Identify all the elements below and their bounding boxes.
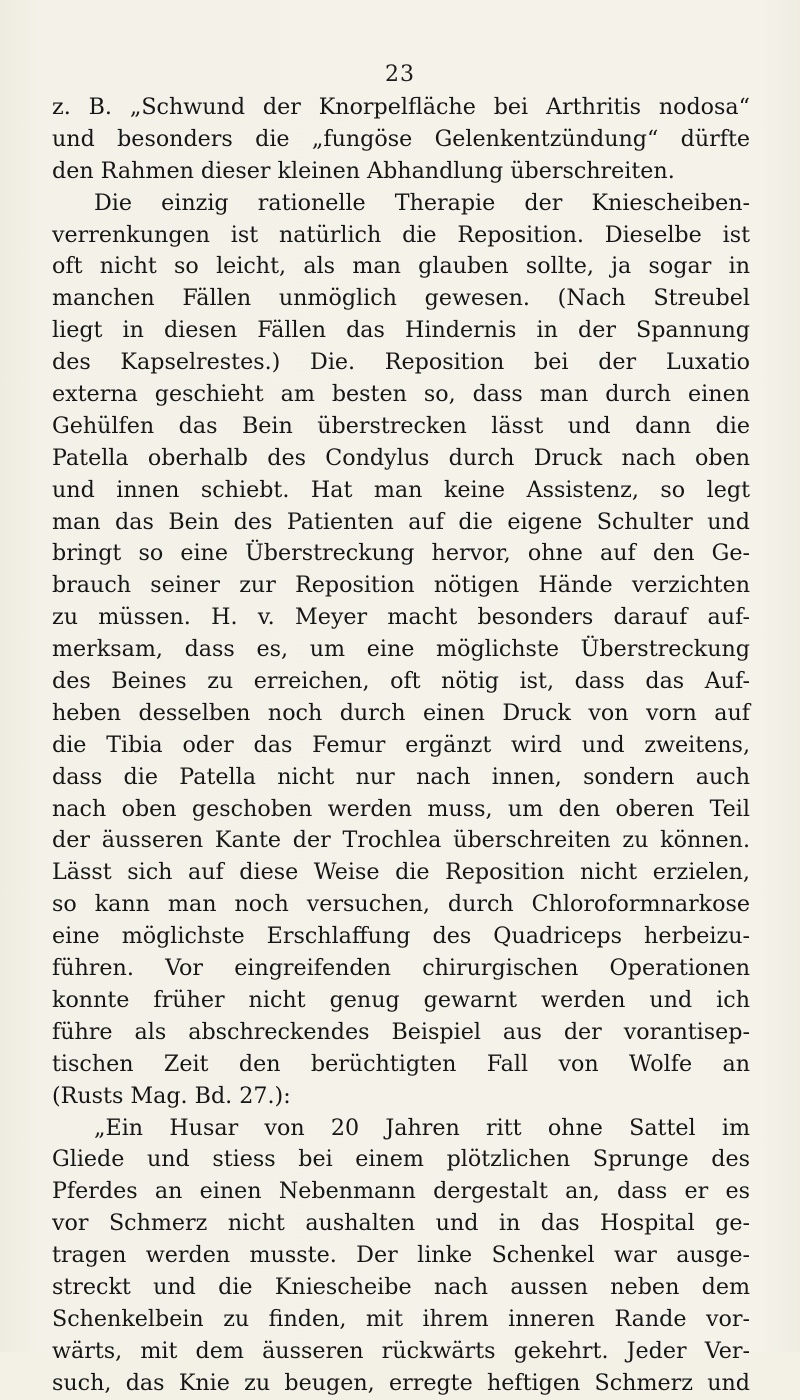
text-line: liegt in diesen Fällen das Hindernis in der Spannung bbox=[52, 317, 750, 344]
text-line: z. B. „Schwund der Knorpelfläche bei Arthritis nodosa“ bbox=[52, 94, 750, 120]
text-line: wärts, mit dem äusseren rückwärts gekehrt. Jeder Ver- bbox=[52, 1337, 750, 1364]
text-line: Gliede und stiess bei einem plötzlichen Sprunge des bbox=[52, 1146, 750, 1173]
text-line: die Tibia oder das Femur ergänzt wird und zweitens, bbox=[52, 731, 750, 758]
text-line: such, das Knie zu beugen, erregte heftigen Schmerz und bbox=[52, 1369, 750, 1396]
text-line: man das Bein des Patienten auf die eigene Schulter und bbox=[52, 508, 750, 535]
text-line: tragen werden musste. Der linke Schenkel war ausge- bbox=[52, 1242, 750, 1269]
text-line: zu müssen. H. v. Meyer macht besonders darauf auf- bbox=[52, 604, 750, 631]
text-line: den Rahmen dieser kleinen Abhandlung überschreiten. bbox=[52, 157, 675, 184]
text-line: der äusseren Kante der Trochlea überschreiten zu können. bbox=[52, 827, 750, 854]
text-line: Patella oberhalb des Condylus durch Druck nach oben bbox=[52, 444, 750, 471]
text-line: konnte früher nicht genug gewarnt werden und ich bbox=[52, 986, 750, 1013]
page-number: 23 bbox=[385, 62, 415, 87]
text-line: streckt und die Kniescheibe nach aussen neben dem bbox=[52, 1273, 750, 1300]
text-line: so kann man noch versuchen, durch Chloroformnarkose bbox=[52, 891, 750, 918]
text-line: heben desselben noch durch einen Druck von vorn auf bbox=[52, 699, 750, 726]
text-line: bringt so eine Überstreckung hervor, ohne auf den Ge- bbox=[52, 540, 750, 567]
body-text bbox=[52, 92, 750, 1400]
text-line: und innen schiebt. Hat man keine Assistenz, so legt bbox=[52, 476, 750, 503]
text-line: Schenkelbein zu finden, mit ihrem inneren Rande vor- bbox=[52, 1305, 750, 1332]
text-line: des Kapselrestes.) Die. Reposition bei der Luxatio bbox=[52, 349, 750, 376]
text-line: Die einzig rationelle Therapie der Kniescheiben- bbox=[94, 189, 750, 216]
text-line: brauch seiner zur Reposition nötigen Hände verzichten bbox=[52, 572, 750, 599]
text-line: Gehülfen das Bein überstrecken lässt und dann die bbox=[52, 412, 750, 439]
text-line: tischen Zeit den berüchtigten Fall von Wolfe an bbox=[52, 1050, 750, 1077]
text-line: oft nicht so leicht, als man glauben sollte, ja sogar in bbox=[52, 253, 750, 280]
text-line: (Rusts Mag. Bd. 27.): bbox=[52, 1082, 291, 1109]
text-line: und besonders die „fungöse Gelenkentzündung“ dürfte bbox=[52, 125, 750, 152]
text-line: führen. Vor eingreifenden chirurgischen Operationen bbox=[52, 955, 750, 982]
text-line: Pferdes an einen Nebenmann dergestalt an, dass er es bbox=[52, 1178, 750, 1205]
text-line: nach oben geschoben werden muss, um den oberen Teil bbox=[52, 795, 750, 822]
text-line: vor Schmerz nicht aushalten und in das Hospital ge- bbox=[52, 1210, 750, 1237]
text-line: Lässt sich auf diese Weise die Reposition nicht erzielen, bbox=[52, 859, 750, 886]
text-line: eine möglichste Erschlaffung des Quadriceps herbeizu- bbox=[52, 923, 750, 950]
text-line: dass die Patella nicht nur nach innen, sondern auch bbox=[52, 763, 750, 790]
text-line: merksam, dass es, um eine möglichste Überstreckung bbox=[52, 636, 750, 663]
text-line: manchen Fällen unmöglich gewesen. (Nach Streubel bbox=[52, 285, 750, 312]
text-line: „Ein Husar von 20 Jahren ritt ohne Sattel im bbox=[94, 1114, 750, 1141]
text-line: des Beines zu erreichen, oft nötig ist, dass das Auf- bbox=[52, 668, 750, 695]
text-line: führe als abschreckendes Beispiel aus der vorantisep- bbox=[52, 1018, 750, 1045]
text-line: verrenkungen ist natürlich die Reposition. Dieselbe ist bbox=[52, 221, 750, 248]
text-line: externa geschieht am besten so, dass man durch einen bbox=[52, 381, 750, 408]
